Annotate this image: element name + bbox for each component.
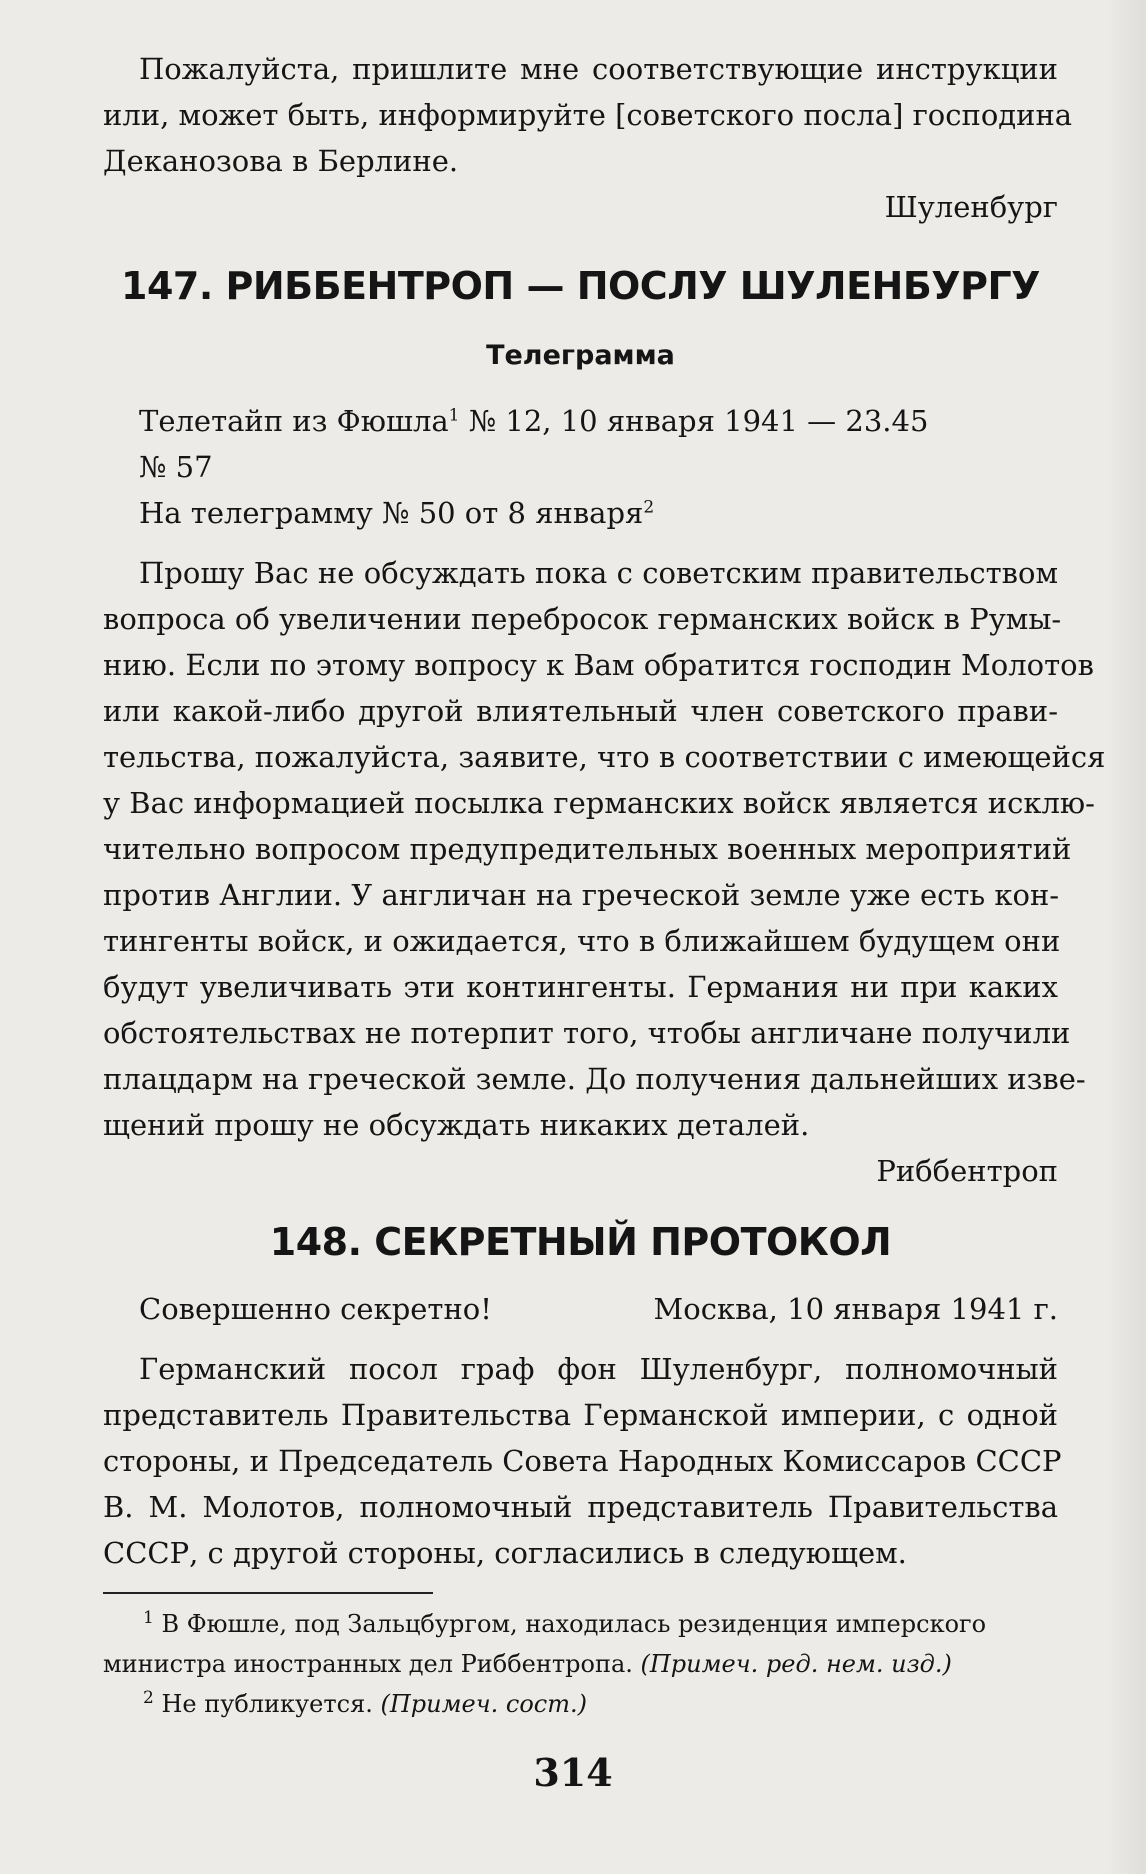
text-line: Деканозова в Берлине. <box>103 144 459 178</box>
footnote-2-note: (Примеч. сост.) <box>380 1690 587 1718</box>
text-line: стороны, и Председатель Совета Народных Комиссаров СССР <box>103 1444 1062 1478</box>
text-line: Пожалуйста, пришлите мне соответствующие инструкции <box>139 52 1058 86</box>
text-line: Прошу Вас не обсуждать пока с советским правительством <box>139 556 1058 590</box>
text-line: СССР, с другой стороны, согласились в следующем. <box>103 1536 907 1570</box>
text-line: у Вас информацией посылка германских войск является исклю- <box>103 786 1095 820</box>
footnote-mark-1: 1 <box>143 1608 154 1628</box>
footnote-ref-2: 2 <box>643 497 655 518</box>
text-line: представитель Правительства Германской империи, с одной <box>103 1398 1058 1432</box>
text-line: Германский посол граф фон Шуленбург, полномочный <box>139 1352 1058 1386</box>
text-line: нию. Если по этому вопросу к Вам обратится господин Молотов <box>103 648 1094 682</box>
text-line: тельства, пожалуйста, заявите, что в соответствии с имеющейся <box>103 740 1106 774</box>
top-paragraph <box>103 46 1073 230</box>
text-line: тингенты войск, и ожидается, что в ближайшем будущем они <box>103 924 1061 958</box>
text-line: или какой-либо другой влиятельный член советского прави- <box>103 694 1058 728</box>
subheading-telegram: Телеграмма <box>486 340 675 371</box>
page-number: 314 <box>533 1750 613 1795</box>
text-line: чительно вопросом предупредительных военных мероприятий <box>103 832 1072 866</box>
secrecy-mark: Совершенно секретно! <box>139 1292 492 1326</box>
telegram-meta-2: № 57 <box>139 450 213 484</box>
telegram-meta-3: На телеграмму № 50 от 8 января$^2$ <box>139 496 655 530</box>
text-line: плацдарм на греческой земле. До получения дальнейших изве- <box>103 1062 1086 1096</box>
footnote-rule <box>103 1592 433 1594</box>
footnote-1-line-1: $^1$ В Фюшле, под Зальцбургом, находилась резиденция имперского <box>143 1608 987 1638</box>
text-line: или, может быть, информируйте [советского посла] господина <box>103 98 1073 132</box>
text-line: против Англии. У англичан на греческой земле уже есть кон- <box>103 878 1060 912</box>
place-date: Москва, 10 января 1941 г. <box>653 1292 1058 1326</box>
text-line: щений прошу не обсуждать никаких деталей. <box>103 1108 810 1142</box>
text-line: вопроса об увеличении перебросок германских войск в Румы- <box>103 602 1062 636</box>
footnote-ref-1: 1 <box>448 405 460 426</box>
telegram-body <box>103 550 1106 1194</box>
page-edge-shadow <box>1106 0 1146 1874</box>
footnote-mark-2: 2 <box>143 1688 154 1708</box>
footnote-1-note: (Примеч. ред. нем. изд.) <box>640 1650 952 1678</box>
section-heading-147: 147. РИББЕНТРОП — ПОСЛУ ШУЛЕНБУРГУ <box>121 264 1040 308</box>
signature: Риббентроп <box>876 1154 1058 1188</box>
protocol-body <box>103 1346 1062 1576</box>
footnote-2: $^2$ Не публикуется. (Примеч. сост.) <box>143 1688 587 1718</box>
signature: Шуленбург <box>884 190 1058 224</box>
text-line: В. М. Молотов, полномочный представитель Правительства <box>103 1490 1058 1524</box>
text-line: будут увеличивать эти контингенты. Германия ни при каких <box>103 970 1058 1004</box>
telegram-meta-1: Телетайп из Фюшла$^1$ № 12, 10 января 1941 — 23.45 <box>139 404 929 438</box>
text-line: обстоятельствах не потерпит того, чтобы англичане получили <box>103 1016 1071 1050</box>
section-heading-148: 148. СЕКРЕТНЫЙ ПРОТОКОЛ <box>269 1220 892 1264</box>
footnote-1-line-2: министра иностранных дел Риббентропа. (Примеч. ред. нем. изд.) <box>103 1650 952 1678</box>
